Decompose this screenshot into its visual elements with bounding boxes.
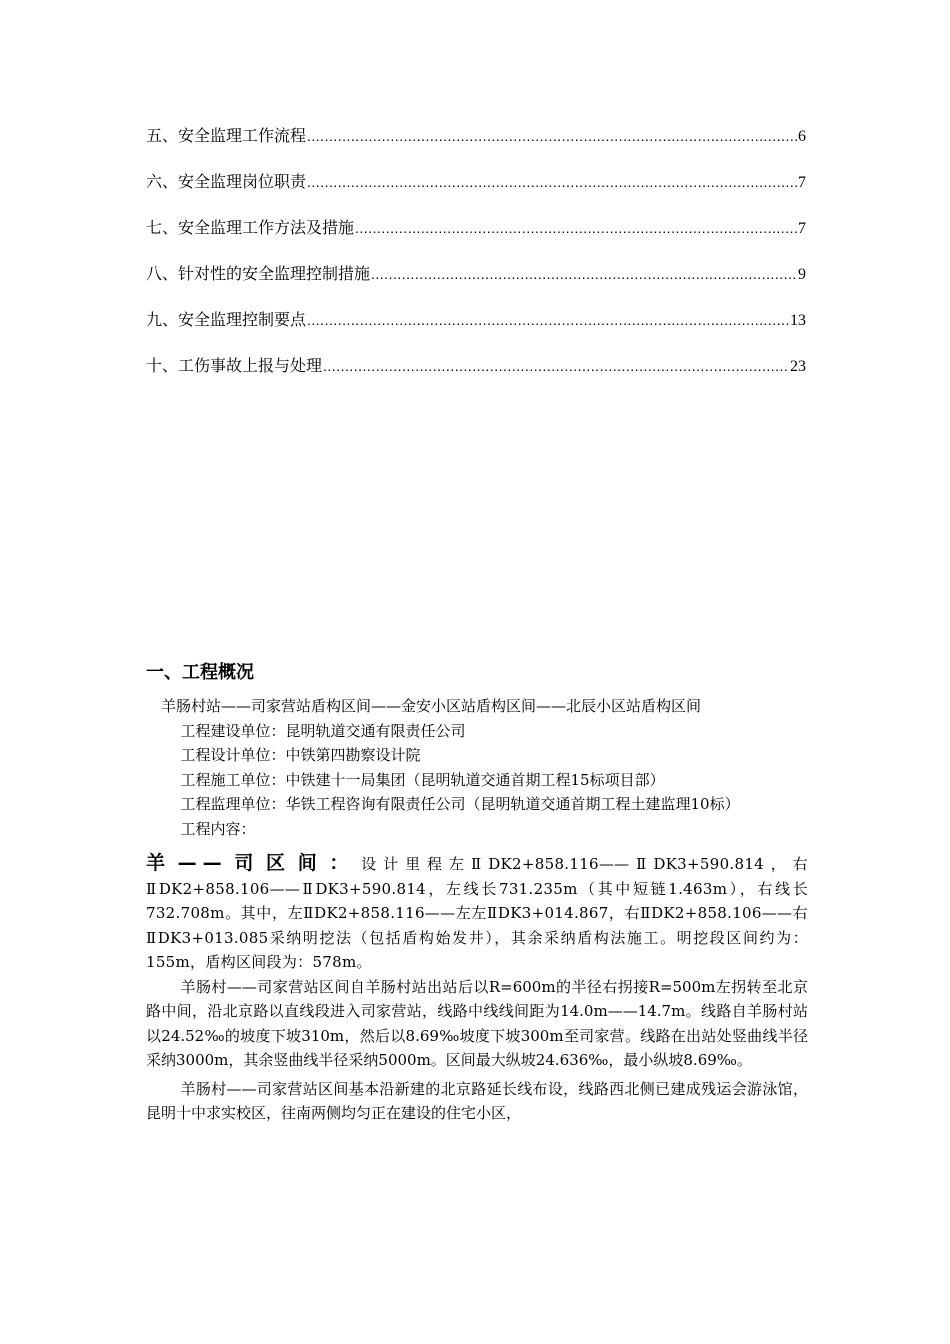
toc-entry[interactable] — [146, 302, 806, 348]
toc-entry-title: 六、安全监理岗位职责 — [146, 172, 307, 191]
toc-entry[interactable] — [146, 256, 806, 302]
toc-entry-page: 7 — [798, 174, 806, 191]
toc-entry-page: 13 — [790, 312, 806, 329]
project-overview-section — [146, 658, 808, 1126]
construction-unit: 工程建设单位：昆明轨道交通有限责任公司 — [180, 721, 466, 740]
content-label: 工程内容： — [180, 819, 256, 838]
lead-term: 羊——司区间： — [146, 852, 362, 874]
builder-unit: 工程施工单位：中铁建十一局集团（昆明轨道交通首期工程15标项目部） — [180, 770, 665, 789]
toc-entry-page: 9 — [798, 266, 806, 283]
toc-entry-page: 6 — [798, 128, 806, 145]
section-content-paragraph — [146, 851, 808, 975]
toc-entry[interactable] — [146, 348, 806, 394]
toc-entry-title: 九、安全监理控制要点 — [146, 310, 307, 329]
toc-leader-dots — [307, 118, 797, 154]
route-paragraph: 羊肠村——司家营站区间自羊肠村站出站后以R=600m的半径右拐接R=500m左拐转至北京路中间，沿北京路以直线段进入司家营站，线路中线线间距为14.0m——14.7m。线路自羊肠村站以24.52‰的坡度下坡310m，然后以8.69‰坡度下坡300m至司家营。线路在出站处竖曲线半径采纳3000m，其余竖曲线半径采纳5000m。区间最大纵坡24.636‰，最小纵坡8.69‰。 — [146, 977, 808, 1069]
toc-leader-dots — [323, 348, 789, 384]
para1-text: 设计里程左ⅡDK2+858.116——ⅡDK3+590.814，右ⅡDK2+858.106——ⅡDK3+590.814，左线长731.235m（其中短链1.463m），右线长732.708m。其中，左ⅡDK2+858.116——左左ⅡDK3+014.867，右ⅡDK2+858.106——右ⅡDK3+013.085采纳明挖法（包括盾构始发井），其余采纳盾构法施工。明挖段区间约为：155m，盾构区间段为：578m。 — [146, 855, 808, 971]
toc-entry[interactable] — [146, 164, 806, 210]
supervision-unit: 工程监理单位：华铁工程咨询有限责任公司（昆明轨道交通首期工程土建监理10标） — [180, 795, 740, 813]
intro-paragraph: 羊肠村站——司家营站盾构区间——金安小区站盾构区间——北辰小区站盾构区间 — [161, 697, 702, 715]
toc-leader-dots — [371, 256, 797, 292]
design-unit: 工程设计单位：中铁第四勘察设计院 — [180, 746, 421, 764]
toc-leader-dots — [355, 210, 797, 246]
surroundings-paragraph: 羊肠村——司家营站区间基本沿新建的北京路延长线布设，线路西北侧已建成残运会游泳馆，昆明十中求实校区，往南两侧均匀正在建设的住宅小区， — [146, 1079, 808, 1122]
toc-entry-title: 十、工伤事故上报与处理 — [146, 356, 323, 375]
toc-leader-dots — [307, 302, 789, 338]
toc-entry-title: 七、安全监理工作方法及措施 — [146, 218, 355, 237]
toc-entry-page: 7 — [798, 220, 806, 237]
table-of-contents — [146, 118, 806, 394]
toc-entry-title: 八、针对性的安全监理控制措施 — [146, 264, 371, 283]
toc-entry-page: 23 — [790, 358, 806, 375]
toc-entry[interactable] — [146, 118, 806, 164]
toc-entry-title: 五、安全监理工作流程 — [146, 126, 307, 145]
toc-leader-dots — [307, 164, 797, 200]
section-heading: 一、工程概况 — [146, 662, 254, 683]
toc-entry[interactable] — [146, 210, 806, 256]
